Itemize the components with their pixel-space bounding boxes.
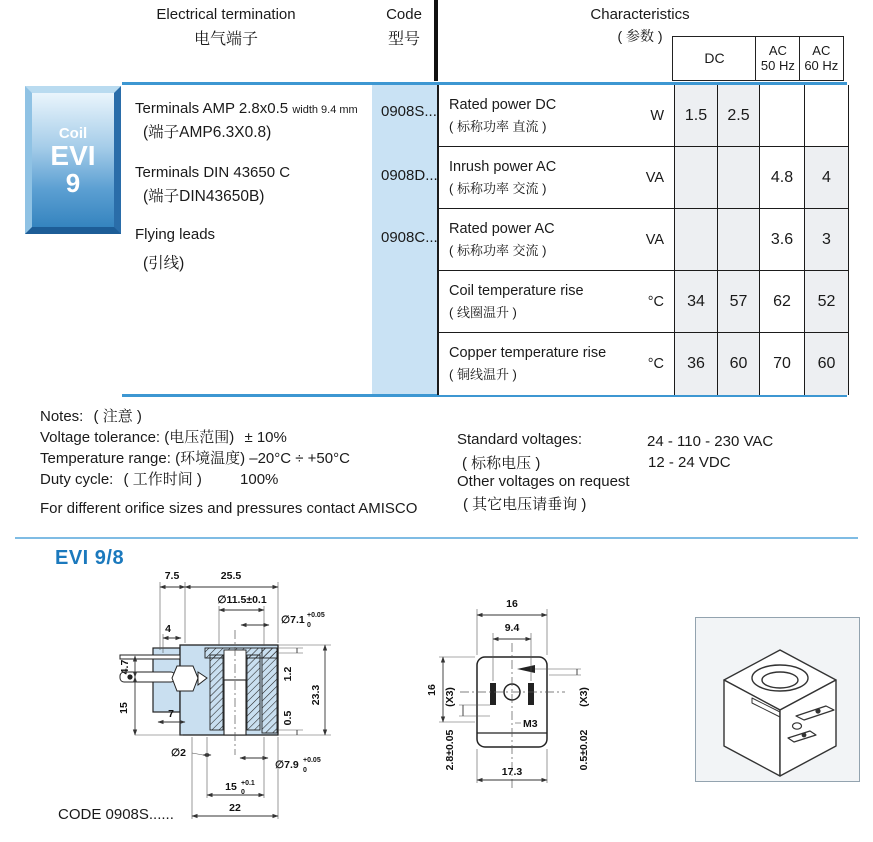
standard-voltages-vac: 24 - 110 - 230 VAC (647, 433, 774, 450)
char-label-cell (439, 271, 674, 333)
char-label-text (449, 221, 555, 259)
subheader-ac60 (799, 36, 844, 81)
char-value-cell: 52 (804, 271, 849, 333)
subheader-ac50 (755, 36, 800, 81)
subheader-ac50-l1: AC (768, 43, 787, 59)
char-label-en: Rated power AC (449, 220, 555, 237)
other-voltages-label: Other voltages on request (457, 473, 630, 490)
char-label-text (449, 97, 556, 135)
termination-en-text: Terminals AMP 2.8x0.5 (135, 100, 289, 117)
char-value-cell: 1.5 (674, 85, 717, 147)
notes-duty-line (40, 469, 350, 490)
dim-7: 7 (168, 708, 174, 720)
char-value-cell: 60 (804, 333, 849, 395)
dim-7-9-sub: 0 (303, 767, 307, 774)
dim-17-3: 17.3 (501, 766, 523, 778)
char-unit: VA (645, 231, 664, 248)
coil-body (120, 630, 278, 755)
drawing-code-caption: CODE 0908S...... (58, 806, 174, 823)
subheader-ac60-l2: 60 Hz (804, 57, 839, 73)
dim-16-left: 16 (426, 684, 438, 696)
char-label-cell (439, 85, 674, 147)
termination-row-en (135, 164, 375, 181)
coil-3d-picture-frame (695, 617, 860, 782)
char-label-text (449, 159, 556, 197)
top-view-drawing (405, 585, 685, 810)
termination-en-small: width 9.4 mm (292, 104, 358, 116)
char-value-cell (674, 209, 717, 271)
header-code-zh: 型号 (387, 31, 420, 48)
code-value: 0908S... (381, 103, 437, 120)
char-unit: VA (645, 169, 664, 186)
voltage-tolerance-label: Voltage tolerance: (40, 429, 161, 446)
coil-badge (25, 86, 121, 234)
char-value-cell (717, 147, 759, 209)
code-value: 0908D... (381, 167, 438, 184)
dim-bore: ∅11.5±0.1 (217, 594, 267, 606)
subheader-ac60-l1: AC (812, 43, 831, 59)
coil-badge-line1: Coil (58, 124, 88, 142)
header-code-en: Code (386, 6, 422, 23)
termination-row (135, 164, 375, 206)
char-label-en: Rated power DC (449, 96, 557, 113)
termination-row-zh: (端子AMP6.3X0.8) (143, 124, 272, 141)
cross-section-drawing (35, 560, 410, 825)
char-unit: °C (647, 293, 664, 310)
code-value: 0908C... (381, 229, 438, 246)
voltage-tolerance-zh: (电压范围) (164, 429, 235, 446)
voltage-tolerance-value: ± 10% (244, 429, 287, 446)
char-value-cell (674, 147, 717, 209)
header-divider-bar (434, 0, 438, 81)
char-label-zh: ( 铜线温升 ) (449, 367, 517, 382)
termination-en-text: Terminals DIN 43650 C (135, 164, 291, 181)
char-value-cell: 60 (717, 333, 759, 395)
dim-0-5-right: 0.5±0.02 (578, 729, 590, 771)
dim-dia-2: ∅2 (171, 747, 186, 759)
termination-row-en (135, 226, 375, 243)
standard-voltages-zh: ( 标称电压 ) (462, 455, 541, 472)
termination-row-en (135, 100, 375, 117)
char-value-cell (804, 85, 849, 147)
char-unit: W (650, 107, 664, 124)
char-label-text (449, 345, 606, 383)
dim-7-1: ∅7.1 (281, 614, 305, 626)
dim-9-4: 9.4 (504, 622, 520, 634)
notes-temp-line (40, 448, 350, 469)
termination-row-zh: (端子DIN43650B) (143, 188, 265, 205)
dim-2-8: 2.8±0.05 (444, 729, 456, 771)
dim-15-bottom-sup: +0.1 (241, 780, 255, 787)
notes-block (40, 406, 350, 490)
notes-title: Notes: (40, 408, 84, 425)
char-label-cell (439, 333, 674, 395)
dim-22: 22 (229, 802, 241, 814)
char-value-cell: 57 (717, 271, 759, 333)
dim-4-7: 4.7 (119, 659, 131, 675)
other-voltages-zh: ( 其它电压请垂询 ) (463, 496, 587, 513)
dim-7-9: ∅7.9 (275, 759, 299, 771)
standard-voltages-label: Standard voltages: (457, 431, 583, 448)
section-title: EVI 9/8 (55, 547, 125, 569)
dim-7-1-sub: 0 (307, 622, 311, 629)
header-characteristics-zh: ( 参数 ) (617, 28, 663, 44)
termination-row-zh: (引线) (143, 255, 185, 272)
temperature-range-value: –20°C ÷ +50°C (249, 450, 350, 467)
char-label-text (449, 283, 584, 321)
coil-3d-drawing (696, 618, 859, 781)
dim-1-2: 1.2 (282, 666, 294, 682)
characteristics-table (437, 85, 847, 395)
char-unit: °C (647, 356, 664, 372)
char-value-cell: 36 (674, 333, 717, 395)
notes-title-zh: ( 注意 ) (93, 408, 142, 425)
temperature-range-zh: (环境温度) (175, 450, 246, 467)
header-termination-zh: 电气端子 (193, 31, 258, 48)
termination-row (135, 100, 375, 142)
temperature-range-label: Temperature range: (40, 450, 171, 467)
notes-title-line (40, 406, 350, 427)
char-label-zh: ( 标称功率 交流 ) (449, 242, 547, 258)
char-label-en: Coil temperature rise (449, 282, 584, 299)
dim-25-5: 25.5 (220, 570, 242, 582)
char-value-cell: 34 (674, 271, 717, 333)
header-termination (120, 6, 332, 49)
subheader-row (672, 36, 844, 81)
char-value-cell: 2.5 (717, 85, 759, 147)
char-value-cell: 4 (804, 147, 849, 209)
dim-4: 4 (165, 623, 171, 635)
char-label-zh: ( 标称功率 直流 ) (449, 118, 547, 134)
dim-15-left: 15 (118, 702, 130, 714)
contact-note: For different orifice sizes and pressures contact AMISCO (40, 500, 418, 517)
char-value-cell: 3.6 (759, 209, 804, 271)
dim-x3-left: (X3) (444, 687, 456, 707)
char-label-en: Inrush power AC (449, 158, 557, 175)
coil-badge-line3: 9 (65, 167, 81, 198)
char-label-zh: ( 标称功率 交流 ) (449, 180, 547, 196)
notes-voltage-line (40, 427, 350, 448)
dim-7-5: 7.5 (164, 570, 180, 582)
standard-voltages-vdc: 12 - 24 VDC (648, 454, 731, 471)
section-divider-rule (15, 537, 858, 539)
dim-0-5: 0.5 (282, 710, 294, 726)
char-value-cell (717, 209, 759, 271)
char-value-cell: 4.8 (759, 147, 804, 209)
char-label-en: Copper temperature rise (449, 345, 607, 361)
dim-x3-right: (X3) (578, 687, 590, 707)
coil-badge-line2: EVI (50, 139, 96, 171)
char-value-cell (759, 85, 804, 147)
duty-cycle-value: 100% (240, 471, 279, 488)
subheader-ac50-l2: 50 Hz (760, 57, 795, 73)
char-label-cell (439, 209, 674, 271)
header-characteristics-en: Characteristics (590, 6, 690, 23)
char-value-cell: 62 (759, 271, 804, 333)
subheader-dc (672, 36, 757, 81)
duty-cycle-zh: ( 工作时间 ) (123, 471, 202, 488)
termination-en-text: Flying leads (135, 226, 216, 243)
char-label-cell (439, 147, 674, 209)
dim-15-bottom: 15 (225, 781, 237, 793)
dim-16-top: 16 (506, 598, 518, 610)
header-termination-en: Electrical termination (156, 6, 296, 23)
dim-23-3: 23.3 (310, 684, 322, 706)
dim-15-bottom-sub: 0 (241, 789, 245, 796)
dim-7-1-sup: +0.05 (307, 612, 325, 619)
termination-row (135, 226, 375, 273)
char-value-cell: 3 (804, 209, 849, 271)
subheader-dc-label: DC (704, 49, 725, 66)
dim-7-9-sup: +0.05 (303, 757, 321, 764)
dim-m3: M3 (523, 718, 538, 730)
char-value-cell: 70 (759, 333, 804, 395)
header-code (375, 6, 433, 49)
duty-cycle-label: Duty cycle: (40, 471, 114, 488)
char-label-zh: ( 线圈温升 ) (449, 304, 517, 320)
